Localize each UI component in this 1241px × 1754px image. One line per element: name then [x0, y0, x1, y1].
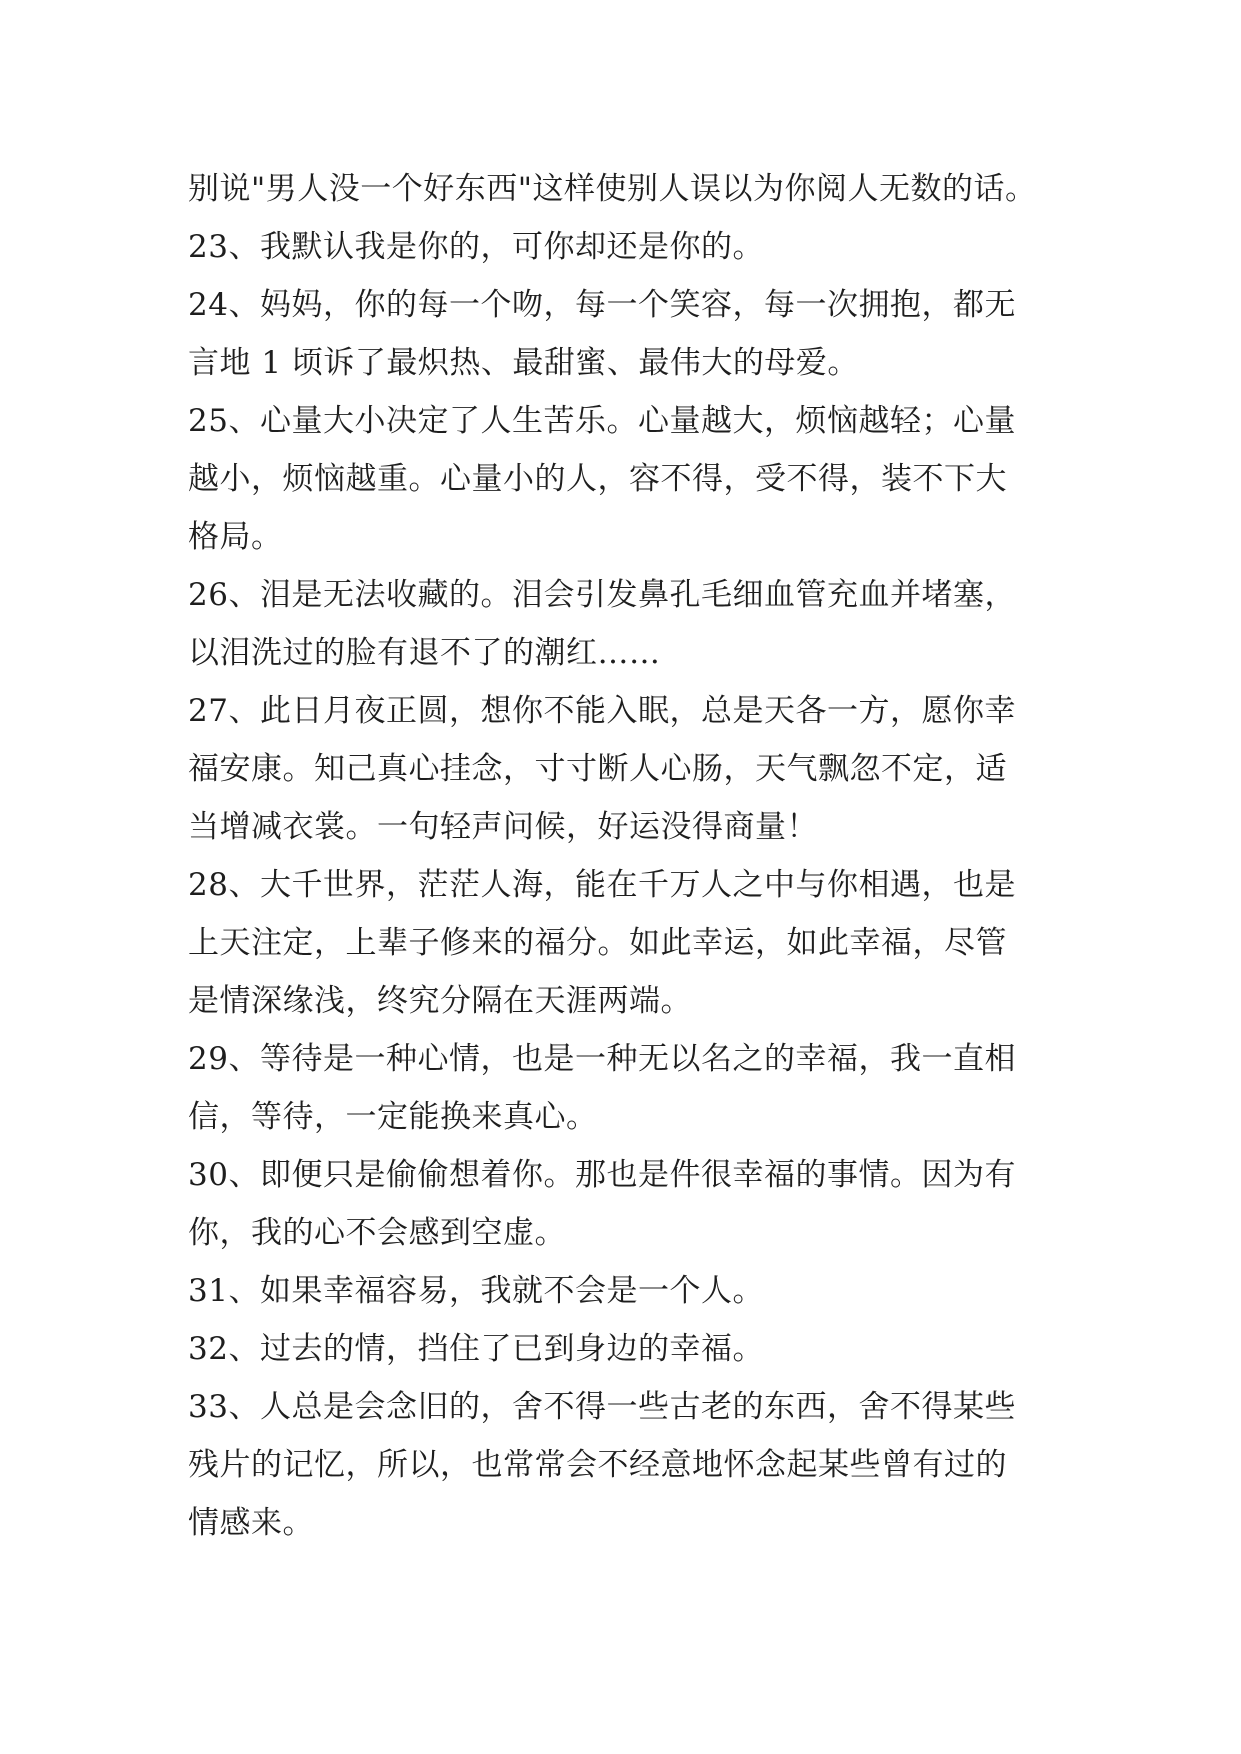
text-line: 当增减衣裳。一句轻声问候，好运没得商量！ [188, 809, 818, 845]
text-line: 你，我的心不会感到空虚。 [188, 1215, 566, 1251]
text-line: 言地 1 顷诉了最炽热、最甜蜜、最伟大的母爱。 [188, 345, 859, 381]
text-line: 福安康。知己真心挂念，寸寸断人心肠，天气飘忽不定，适 [188, 751, 1007, 787]
text-line: 是情深缘浅，终究分隔在天涯两端。 [188, 983, 692, 1019]
text-line: 残片的记忆，所以，也常常会不经意地怀念起某些曾有过的 [188, 1447, 1007, 1483]
text-line: 26、泪是无法收藏的。泪会引发鼻孔毛细血管充血并堵塞， [188, 577, 1016, 613]
text-line: 25、心量大小决定了人生苦乐。心量越大，烦恼越轻；心量 [188, 403, 1016, 439]
text-line: 27、此日月夜正圆，想你不能入眠，总是天各一方，愿你幸 [188, 693, 1016, 729]
text-line: 格局。 [188, 519, 283, 555]
text-line: 32、过去的情，挡住了已到身边的幸福。 [188, 1331, 764, 1367]
text-line: 28、大千世界，茫茫人海，能在千万人之中与你相遇，也是 [188, 867, 1016, 903]
text-line: 31、如果幸福容易，我就不会是一个人。 [188, 1273, 764, 1309]
text-line: 情感来。 [188, 1505, 314, 1541]
text-line: 24、妈妈，你的每一个吻，每一个笑容，每一次拥抱，都无 [188, 287, 1016, 323]
text-line: 29、等待是一种心情，也是一种无以名之的幸福，我一直相 [188, 1041, 1016, 1077]
text-line: 上天注定，上辈子修来的福分。如此幸运，如此幸福，尽管 [188, 925, 1007, 961]
text-line: 33、人总是会念旧的，舍不得一些古老的东西，舍不得某些 [188, 1389, 1016, 1425]
text-line: 30、即便只是偷偷想着你。那也是件很幸福的事情。因为有 [188, 1157, 1016, 1193]
text-line: 以泪洗过的脸有退不了的潮红…… [188, 635, 661, 671]
text-line: 越小，烦恼越重。心量小的人，容不得，受不得，装不下大 [188, 461, 1007, 497]
text-line: 别说"男人没一个好东西"这样使别人误以为你阅人无数的话。 [188, 171, 1037, 207]
text-line: 23、我默认我是你的，可你却还是你的。 [188, 229, 764, 265]
document-body [188, 160, 1088, 1552]
text-line: 信，等待，一定能换来真心。 [188, 1099, 598, 1135]
